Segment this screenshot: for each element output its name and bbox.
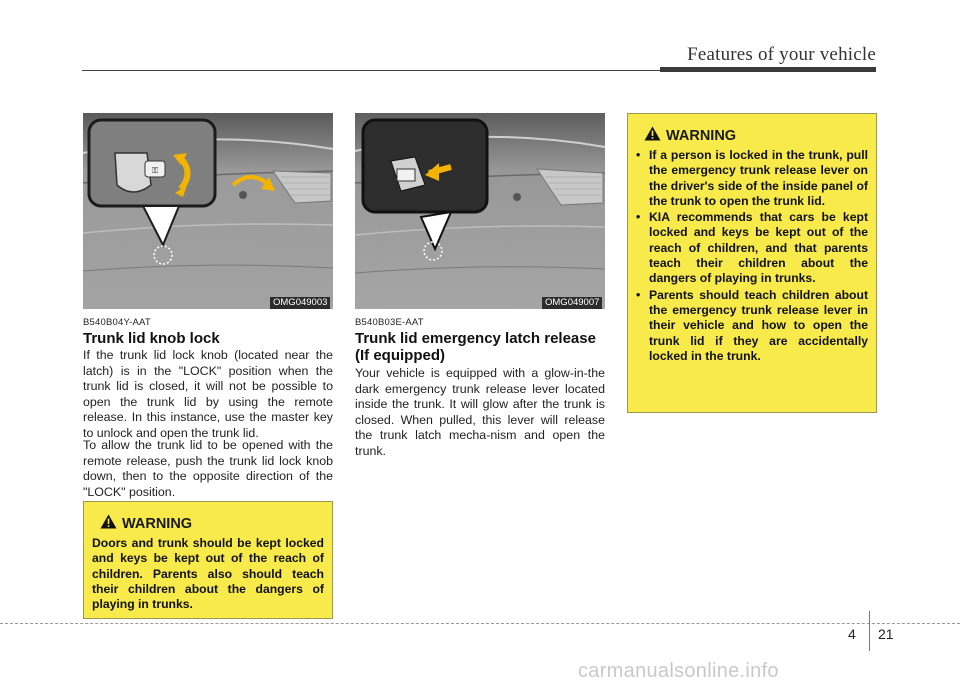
header-title: Features of your vehicle bbox=[687, 44, 876, 65]
warning-triangle-icon bbox=[100, 514, 117, 533]
figure-code: OMG049003 bbox=[270, 297, 330, 309]
section-code: B540B04Y-AAT bbox=[83, 317, 151, 328]
warning-header bbox=[644, 126, 868, 145]
warning-title: WARNING bbox=[122, 515, 193, 532]
warning-header bbox=[100, 514, 324, 533]
section-heading: Trunk lid emergency latch release (If equipped) bbox=[355, 330, 596, 364]
figure-trunk-lid-knob bbox=[83, 113, 333, 309]
header-rule-accent bbox=[660, 67, 876, 72]
warning-title: WARNING bbox=[666, 127, 737, 144]
warning-triangle-icon bbox=[644, 126, 661, 145]
warning-list-item: • KIA recommends that cars be kept locked and keys be kept out of the reach of children, and that parents teach their children about the dangers of playing in trunks. bbox=[636, 210, 868, 286]
warning-box bbox=[83, 501, 333, 619]
body-paragraph: If the trunk lid lock knob (located near the latch) is in the "LOCK" position when the trunk lid is closed, it will not be possible to open the trunk lid by using the remote release. In this instance, use the master key to unlock and open the trunk lid. bbox=[83, 348, 333, 440]
figure-emergency-release bbox=[355, 113, 605, 309]
figure-code: OMG049007 bbox=[542, 297, 602, 309]
body-paragraph: To allow the trunk lid to be opened with the remote release, push the trunk lid lock knob down, then to the opposite direction of the "LOCK" position. bbox=[83, 438, 333, 499]
section-heading: Trunk lid knob lock bbox=[83, 330, 220, 347]
section-number: 4 bbox=[848, 626, 856, 642]
warning-list bbox=[636, 148, 868, 364]
svg-text:⚿: ⚿ bbox=[151, 166, 159, 175]
warning-text: Doors and trunk should be kept locked and keys be kept out of the reach of children. Parents also should teach their children about the dangers of playing in trunks. bbox=[92, 536, 324, 612]
watermark: carmanualsonline.info bbox=[578, 660, 779, 682]
page-number-divider bbox=[869, 611, 870, 651]
warning-box bbox=[627, 113, 877, 413]
warning-list-item: • Parents should teach children about the emergency trunk release lever in their vehicle and how to open the trunk lid if they are accidentally locked in the trunk. bbox=[636, 287, 868, 363]
warning-list-item: • If a person is locked in the trunk, pull the emergency trunk release lever on the driver's side of the inside panel of the trunk to open the trunk lid. bbox=[636, 148, 868, 208]
page-number: 21 bbox=[878, 626, 894, 642]
section-code: B540B03E-AAT bbox=[355, 317, 424, 328]
footer-rule bbox=[0, 623, 960, 624]
body-paragraph: Your vehicle is equipped with a glow-in-the dark emergency trunk release lever located inside the trunk. It will glow after the trunk is closed. When pulled, this lever will release the trunk latch mecha-nism and open the trunk. bbox=[355, 366, 605, 458]
